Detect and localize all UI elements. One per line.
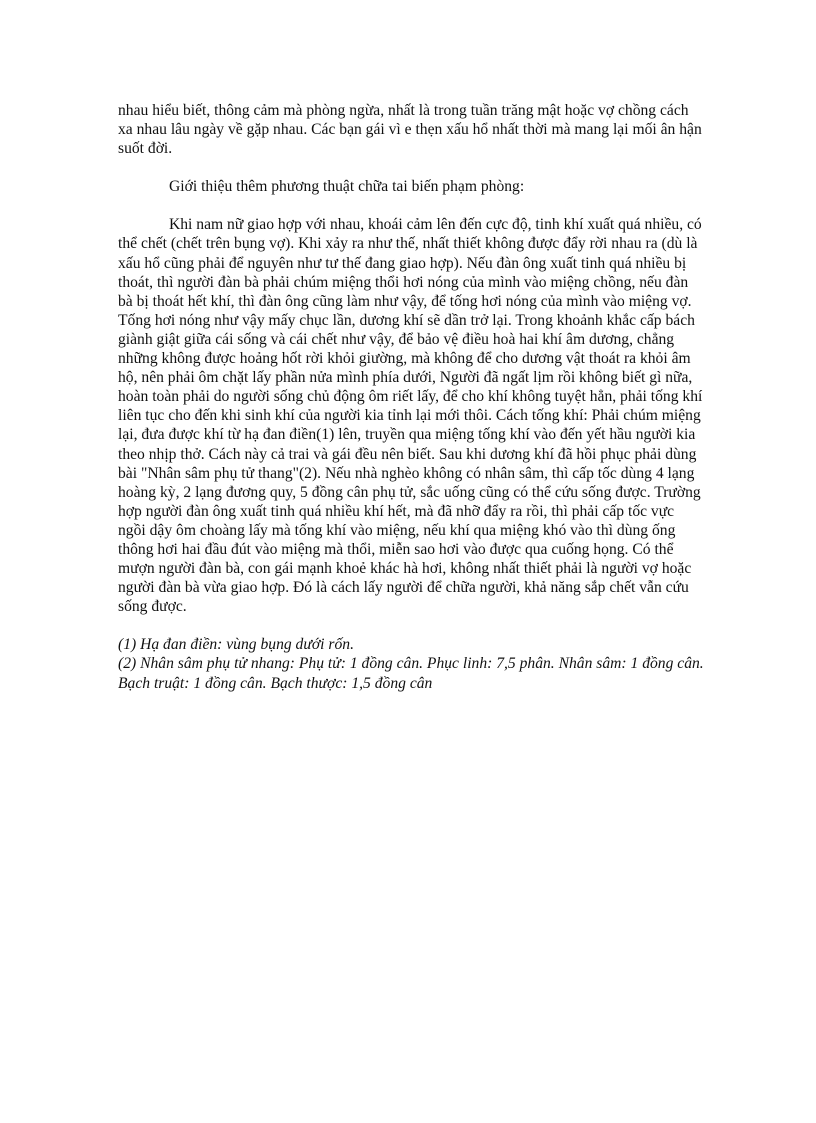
- main-paragraph: Khi nam nữ giao hợp với nhau, khoái cảm lên đến cực độ, tinh khí xuất quá nhiều, có thể chết (chết trên bụng vợ). Khi xảy ra như thế, nhất thiết không được đẩy rời nhau ra (dù là xấu hổ cũng phải để nguyên như tư thế đang giao hợp). Nếu đàn ông xuất tinh quá nhiều bị thoát, thì người đàn bà phải chúm miệng thổi hơi nóng của mình vào miệng chồng, nếu đàn bà bị thoát hết khí, thì đàn ông cũng làm như vậy, để tống hơi nóng của mình vào miệng vợ. Tống hơi nóng như vậy mấy chục lần, dương khí sẽ dần trở lại. Trong khoảnh khắc cấp bách giành giật giữa cái sống và cái chết như vậy, để bảo vệ điều hoà hai khí âm dương, chẳng những không được hoảng hốt rời khỏi giường, mà không để cho dương vật thoát ra khỏi âm hộ, nên phải ôm chặt lấy phần nửa mình phía dưới, Người đã ngất lịm rồi không biết gì nữa, hoàn toàn phải do người sống chủ động ôm riết lấy, để cho khí không tuyệt hẳn, phải tống khí liên tục cho đến khi sinh khí của người kia tỉnh lại mới thôi. Cách tống khí: Phải chúm miệng lại, đưa được khí từ hạ đan điền(1) lên, truyền qua miệng tống khí vào đến yết hầu người kia theo nhịp thở. Cách này cả trai và gái đều nên biết. Sau khi dương khí đã hồi phục phải dùng bài "Nhân sâm phụ tử thang"(2). Nếu nhà nghèo không có nhân sâm, thì cấp tốc dùng 4 lạng hoàng kỳ, 2 lạng đương quy, 5 đồng cân phụ tử, sắc uống cũng có thể cứu sống được. Trường hợp người đàn ông xuất tinh quá nhiều khí hết, mà đã nhỡ đẩy ra rồi, thì phải cấp tốc vực ngồi dậy ôm choàng lấy mà tống khí vào miệng, nếu khí qua miệng khó vào thì dùng ống thông hơi hai đầu đút vào miệng mà thổi, miễn sao hơi vào được qua cuống họng. Có thể mượn người đàn bà, con gái mạnh khoẻ khác hà hơi, không nhất thiết phải là người vợ hoặc người đàn bà vừa giao hợp. Đó là cách lấy người để chữa người, khả năng sắp chết vẫn cứu sống được.: [118, 216, 703, 616]
- intro-paragraph: nhau hiểu biết, thông cảm mà phòng ngừa, nhất là trong tuần trăng mật hoặc vợ chồng cách xa nhau lâu ngày về gặp nhau. Các bạn gái vì e thẹn xấu hổ nhất thời mà mang lại mối ân hận suốt đời.: [118, 102, 702, 158]
- footnote-2: (2) Nhân sâm phụ tử nhang: Phụ tử: 1 đồng cân. Phục linh: 7,5 phân. Nhân sâm: 1 đồng cân. Bạch truật: 1 đồng cân. Bạch thược: 1,5 đồng cân: [118, 655, 704, 692]
- footnote-1: (1) Hạ đan điền: vùng bụng dưới rốn.: [118, 636, 354, 654]
- document-page: [118, 101, 704, 693]
- section-heading: Giới thiệu thêm phương thuật chữa tai biến phạm phòng:: [169, 178, 525, 196]
